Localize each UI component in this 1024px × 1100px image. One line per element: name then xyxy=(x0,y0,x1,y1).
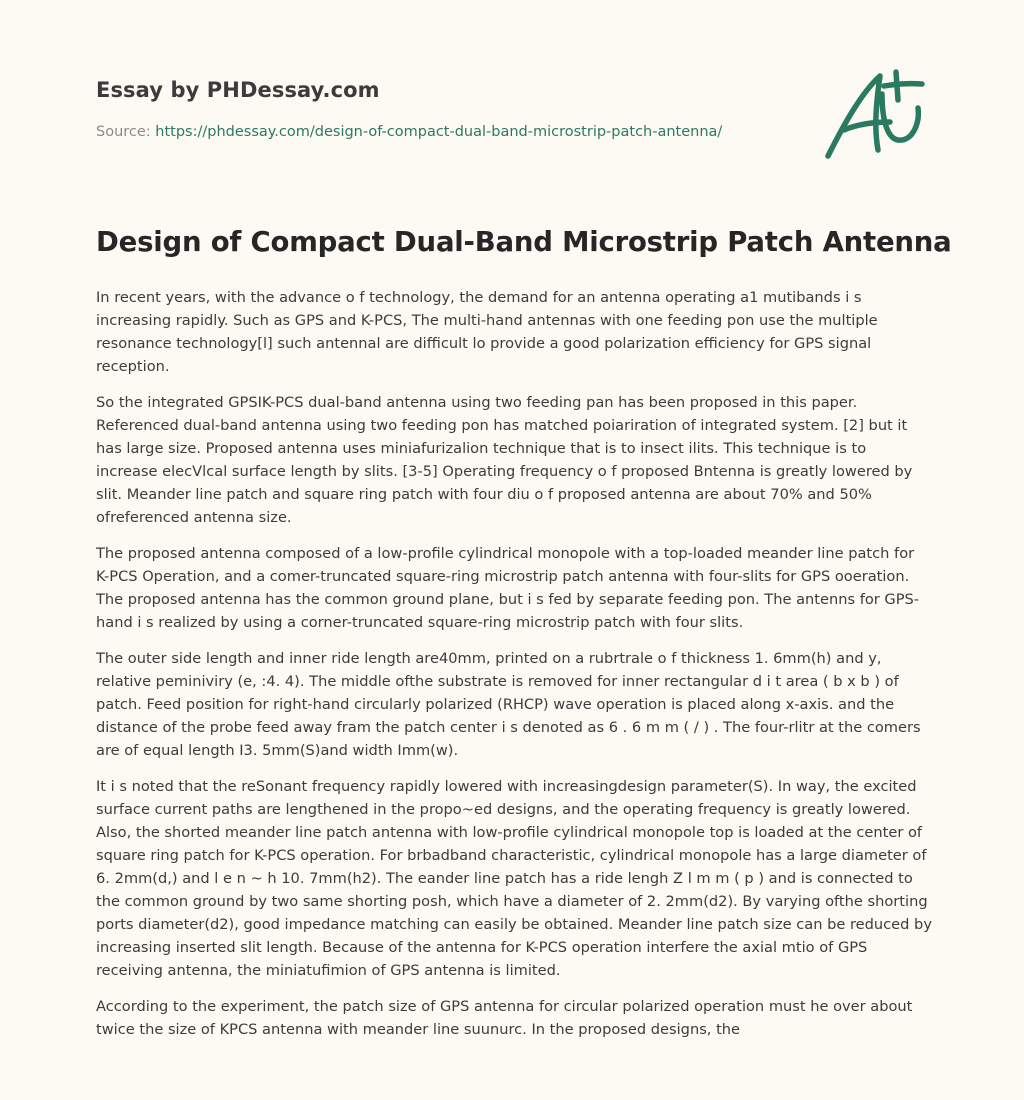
a-plus-grade-icon xyxy=(824,64,934,168)
article-title: Design of Compact Dual-Band Microstrip Patch Antenna xyxy=(96,226,952,258)
site-brand: Essay by PHDessay.com xyxy=(96,78,380,102)
paragraph: In recent years, with the advance o f technology, the demand for an antenna operating a1 mutibands i s increasing rapidly. Such as GPS and K-PCS, The multi-hand antennas with one feeding pon use the multiple resonance technology[l] such antennal are difficult lo provide a good polarization efficiency for GPS signal reception. xyxy=(96,289,878,375)
article-body xyxy=(96,286,932,1054)
paragraph: It i s noted that the reSonant frequency rapidly lowered with increasingdesign parameter(S). In way, the excited surface current paths are lengthened in the propo~ed designs, and the operating frequency is greatly lowered. Also, the shorted meander line patch antenna with low-profile cylindrical monopole top is loaded at the center of square ring patch for K-PCS operation. For brbadband characteristic, cylindrical monopole has a large diameter of 6. 2mm(d,) and l e n ~ h 10. 7mm(h2). The eander line patch has a ride lengh Z l m m ( p ) and is connected to the common ground by two same shorting posh, which have a diameter of 2. 2mm(d2). By varying ofthe shorting ports diameter(d2), good impedance matching can easily be obtained. Meander line patch size can be reduced by increasing inserted slit length. Because of the antenna for K-PCS operation interfere the axial mtio of GPS receiving antenna, the miniatufimion of GPS antenna is limited. xyxy=(96,778,932,979)
paragraph: The outer side length and inner ride length are40mm, printed on a rubrtrale o f thickness 1. 6mm(h) and y, relative peminiviry (e, :4. 4). The middle ofthe substrate is removed for inner rectangular d i t area ( b x b ) of patch. Feed position for right-hand circularly polarized (RHCP) wave operation is placed along x-axis. and the distance of the probe feed away fram the patch center i s denoted as 6 . 6 m m ( / ) . The four-rlitr at the comers are of equal length I3. 5mm(S)and width Imm(w). xyxy=(96,650,921,759)
source-link[interactable]: https://phdessay.com/design-of-compact-dual-band-microstrip-patch-antenna/ xyxy=(155,124,723,140)
source-line xyxy=(96,124,722,140)
paragraph: The proposed antenna composed of a low-profile cylindrical monopole with a top-loaded meander line patch for K-PCS Operation, and a comer-truncated square-ring microstrip patch antenna with four-slits for GPS ooeration. The proposed antenna has the common ground plane, but i s fed by separate feeding pon. The antenns for GPS-hand i s realized by using a corner-truncated square-ring microstrip patch with four slits. xyxy=(96,545,920,631)
paragraph: According to the experiment, the patch size of GPS antenna for circular polarized operation must he over about twice the size of KPCS antenna with meander line suunurc. In the proposed designs, the xyxy=(96,998,913,1038)
paragraph: So the integrated GPSIK-PCS dual-band antenna using two feeding pan has been proposed in this paper. Referenced dual-band antenna using two feeding pon has matched poiariration of integrated system. [2] but it has large size. Proposed antenna uses miniafurizalion technique that is to insect ilits. This technique is to increase elecVlcal surface length by slits. [3-5] Operating frequency o f proposed Bntenna is greatly lowered by slit. Meander line patch and square ring patch with four diu o f proposed antenna are about 70% and 50% ofreferenced antenna size. xyxy=(96,394,913,526)
source-label: Source: xyxy=(96,124,156,140)
